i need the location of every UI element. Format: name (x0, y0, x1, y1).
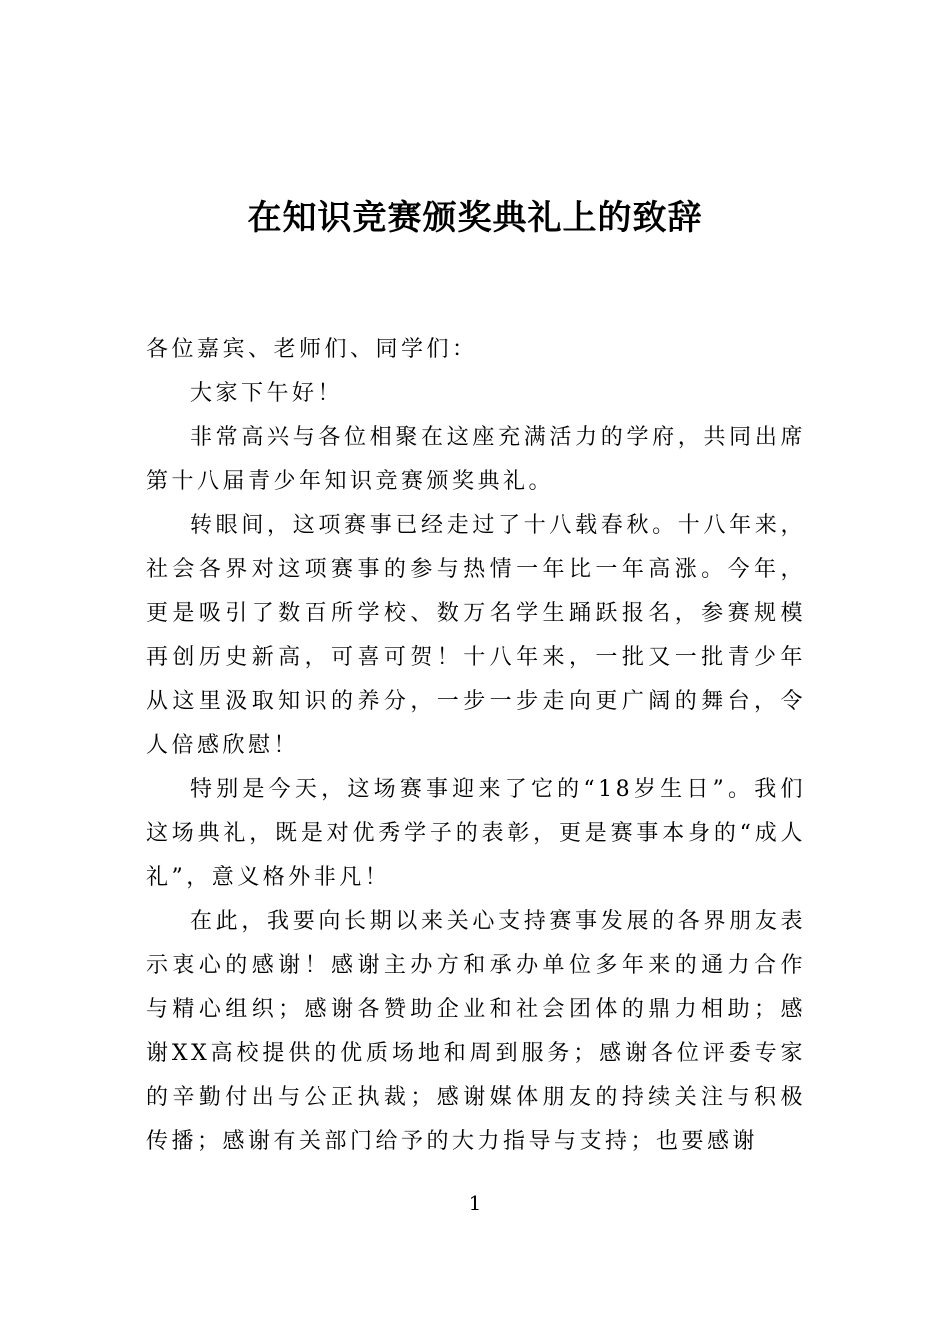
salutation: 各位嘉宾、老师们、同学们： (146, 337, 478, 362)
paragraph-welcome: 非常高兴与各位相聚在这座充满活力的学府，共同出席第十八届青少年知识竞赛颁奖典礼。 (146, 425, 806, 494)
paragraph-greeting: 大家下午好！ (190, 381, 344, 406)
paragraph-thanks: 在此，我要向长期以来关心支持赛事发展的各界朋友表示衷心的感谢！感谢主办方和承办单位多年来的通力合作与精心组织；感谢各赞助企业和社会团体的鼎力相助；感谢XX高校提供的优质场地和周到服务；感谢各位评委专家的辛勤付出与公正执裁；感谢媒体朋友的持续关注与积极传播；感谢有关部门给予的大力指导与支持；也要感谢 (146, 909, 806, 1154)
document-title: 在知识竞赛颁奖典礼上的致辞 (247, 198, 703, 238)
paragraph-history: 转眼间，这项赛事已经走过了十八载春秋。十八年来，社会各界对这项赛事的参与热情一年比一年高涨。今年，更是吸引了数百所学校、数万名学生踊跃报名，参赛规模再创历史新高，可喜可贺！十八年来，一批又一批青少年从这里汲取知识的养分，一步一步走向更广阔的舞台，令人倍感欣慰！ (146, 513, 806, 758)
document-body (146, 328, 806, 1164)
page-number: 1 (468, 1191, 482, 1215)
paragraph-anniversary: 特别是今天，这场赛事迎来了它的“18岁生日”。我们这场典礼，既是对优秀学子的表彰，更是赛事本身的“成人礼”，意义格外非凡！ (146, 777, 806, 890)
